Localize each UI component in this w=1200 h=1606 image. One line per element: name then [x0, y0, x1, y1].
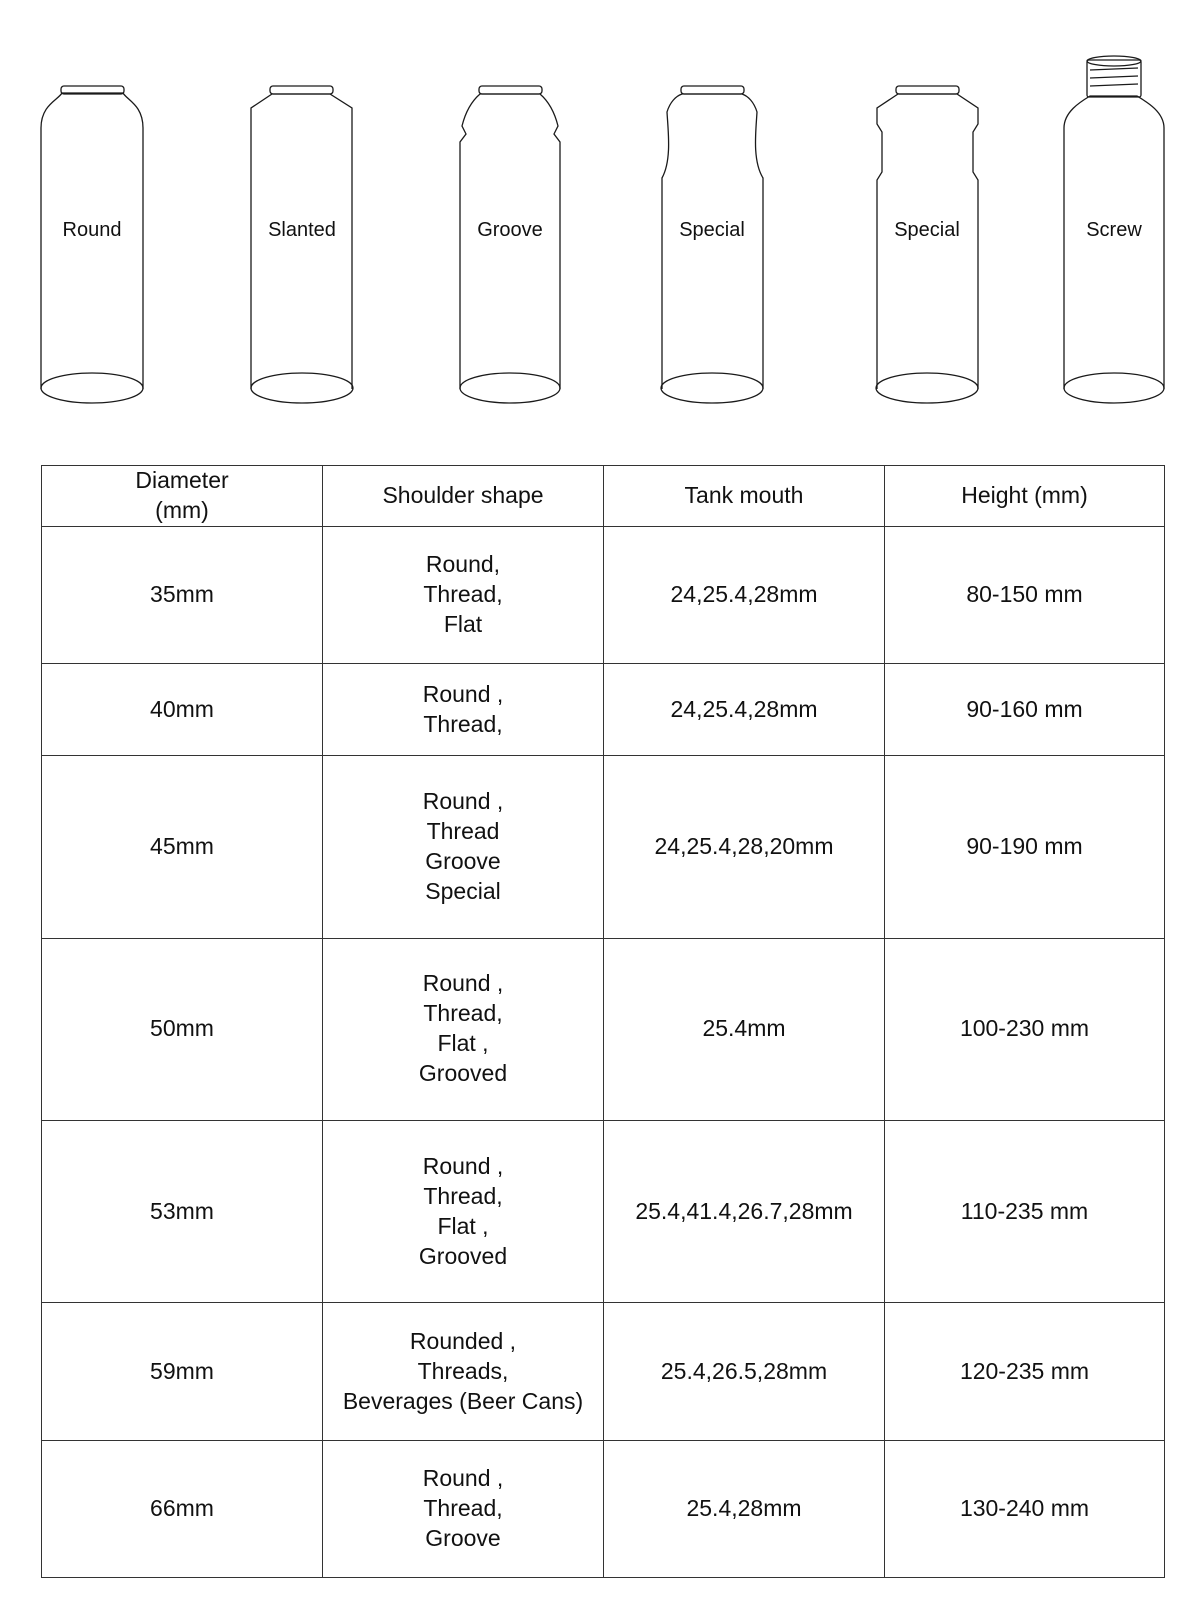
cell-shoulder-shape: Round , Thread Groove Special	[323, 756, 604, 938]
header-tank-mouth: Tank mouth	[604, 466, 885, 527]
can-label-slanted: Slanted	[268, 219, 336, 241]
cell-shoulder-shape: Round , Thread, Flat , Grooved	[323, 1120, 604, 1302]
table-row	[42, 756, 1165, 938]
cell-height: 100-230 mm	[885, 938, 1165, 1120]
can-screw	[1064, 56, 1164, 403]
cell-tank-mouth: 25.4,41.4,26.7,28mm	[604, 1120, 885, 1302]
can-shapes-diagram	[0, 0, 1200, 420]
table-row	[42, 526, 1165, 663]
cell-diameter: 45mm	[42, 756, 323, 938]
header-diameter: Diameter (mm)	[42, 466, 323, 527]
cell-height: 110-235 mm	[885, 1120, 1165, 1302]
table-row	[42, 1440, 1165, 1577]
cell-diameter: 66mm	[42, 1440, 323, 1577]
can-groove	[460, 86, 560, 403]
specifications-table	[41, 465, 1165, 1578]
cell-diameter: 50mm	[42, 938, 323, 1120]
cell-height: 90-160 mm	[885, 664, 1165, 756]
cell-tank-mouth: 25.4mm	[604, 938, 885, 1120]
cell-tank-mouth: 25.4,28mm	[604, 1440, 885, 1577]
can-round	[41, 86, 143, 403]
can-label-special-notch: Special	[894, 219, 960, 241]
can-special-notch	[876, 86, 978, 403]
cell-shoulder-shape: Rounded , Threads, Beverages (Beer Cans)	[323, 1303, 604, 1440]
cell-height: 80-150 mm	[885, 526, 1165, 663]
table-row	[42, 1120, 1165, 1302]
cell-tank-mouth: 25.4,26.5,28mm	[604, 1303, 885, 1440]
table-row	[42, 1303, 1165, 1440]
cell-tank-mouth: 24,25.4,28mm	[604, 664, 885, 756]
can-label-screw: Screw	[1086, 219, 1142, 241]
cell-shoulder-shape: Round , Thread, Flat , Grooved	[323, 938, 604, 1120]
header-shoulder-shape: Shoulder shape	[323, 466, 604, 527]
cell-shoulder-shape: Round, Thread, Flat	[323, 526, 604, 663]
cell-tank-mouth: 24,25.4,28,20mm	[604, 756, 885, 938]
can-special-wave	[661, 86, 763, 403]
table-header-row	[42, 466, 1165, 527]
cell-shoulder-shape: Round , Thread, Groove	[323, 1440, 604, 1577]
cell-height: 90-190 mm	[885, 756, 1165, 938]
can-label-round: Round	[62, 219, 122, 241]
table-row	[42, 664, 1165, 756]
cell-diameter: 35mm	[42, 526, 323, 663]
table-row	[42, 938, 1165, 1120]
cell-diameter: 53mm	[42, 1120, 323, 1302]
cell-diameter: 40mm	[42, 664, 323, 756]
cell-height: 120-235 mm	[885, 1303, 1165, 1440]
header-height: Height (mm)	[885, 466, 1165, 527]
can-slanted	[251, 86, 353, 403]
cell-diameter: 59mm	[42, 1303, 323, 1440]
cell-shoulder-shape: Round , Thread,	[323, 664, 604, 756]
can-label-groove: Groove	[477, 219, 543, 241]
cell-height: 130-240 mm	[885, 1440, 1165, 1577]
can-label-special-wave: Special	[679, 219, 745, 241]
cell-tank-mouth: 24,25.4,28mm	[604, 526, 885, 663]
